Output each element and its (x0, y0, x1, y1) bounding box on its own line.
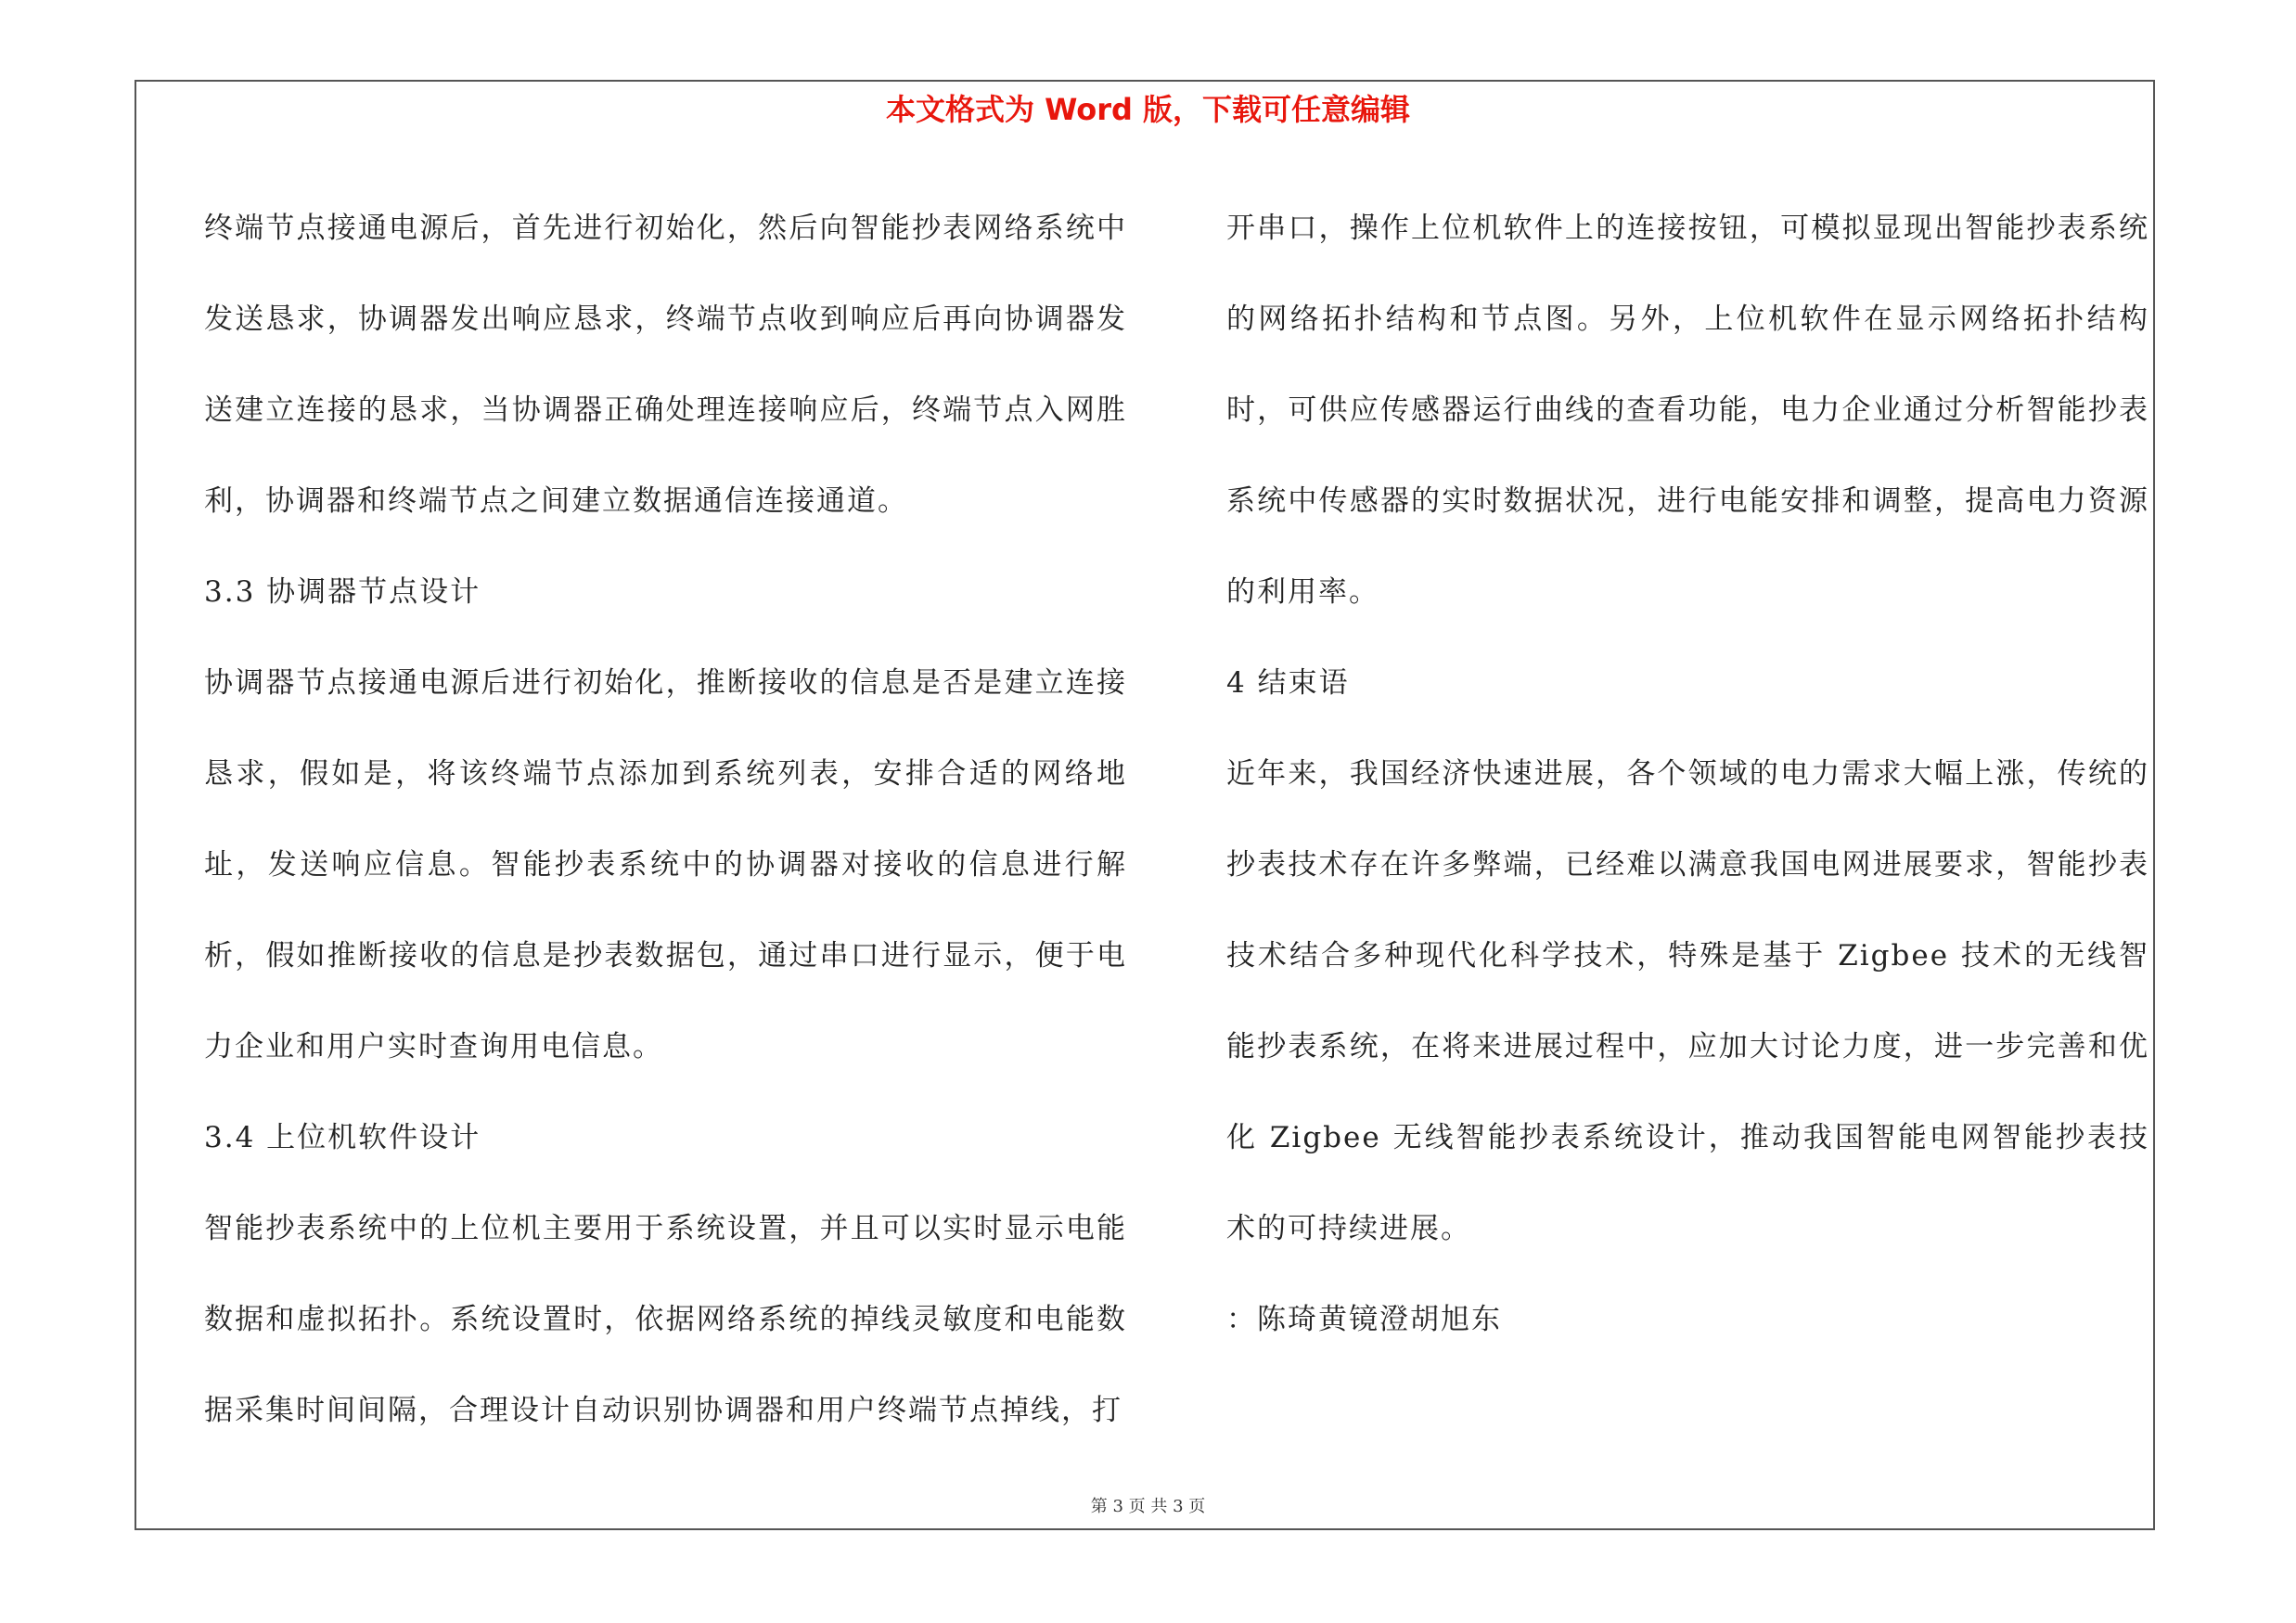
paragraph: 智能抄表系统中的上位机主要用于系统设置，并且可以实时显示电能数据和虚拟拓扑。系统设置时，依据网络系统的掉线灵敏度和电能数据采集时间间隔，合理设计自动识别协调器和用户终端节点掉线，打 (204, 1212, 1127, 1427)
word-format-banner: 本文格式为 Word 版，下载可任意编辑 (885, 92, 1411, 127)
author-line: ：陈琦黄镜澄胡旭东 (1226, 1303, 1502, 1336)
paragraph: 协调器节点接通电源后进行初始化，推断接收的信息是否是建立连接恳求，假如是，将该终端节点添加到系统列表，安排合适的网络地址，发送响应信息。智能抄表系统中的协调器对接收的信息进行解析，假如推断接收的信息是抄表数据包，通过串口进行显示，便于电力企业和用户实时查询用电信息。 (204, 666, 1127, 1063)
page-number-footer: 第 3 页 共 3 页 (1090, 1497, 1206, 1516)
paragraph: 终端节点接通电源后，首先进行初始化，然后向智能抄表网络系统中发送恳求，协调器发出响应恳求，终端节点收到响应后再向协调器发送建立连接的恳求，当协调器正确处理连接响应后，终端节点入网胜利，协调器和终端节点之间建立数据通信连接通道。 (204, 212, 1127, 518)
section-heading-3-4: 3.4 上位机软件设计 (204, 1121, 481, 1154)
paragraph: 近年来，我国经济快速进展，各个领域的电力需求大幅上涨，传统的抄表技术存在许多弊端，已经难以满意我国电网进展要求，智能抄表技术结合多种现代化科学技术，特殊是基于 Zigbee 技术的无线智能抄表系统，在将来进展过程中，应加大讨论力度，进一步完善和优化 Zigbee 无线智能抄表系统设计，推动我国智能电网智能抄表技术的可持续进展。 (1226, 757, 2149, 1245)
left-column (204, 183, 1127, 1456)
section-heading-3-3: 3.3 协调器节点设计 (204, 575, 481, 609)
paragraph: 开串口，操作上位机软件上的连接按钮，可模拟显现出智能抄表系统的网络拓扑结构和节点图。另外，上位机软件在显示网络拓扑结构时，可供应传感器运行曲线的查看功能，电力企业通过分析智能抄表系统中传感器的实时数据状况，进行电能安排和调整，提高电力资源的利用率。 (1226, 212, 2149, 609)
right-column (1226, 183, 2149, 1365)
section-heading-4: 4 结束语 (1226, 666, 1350, 700)
